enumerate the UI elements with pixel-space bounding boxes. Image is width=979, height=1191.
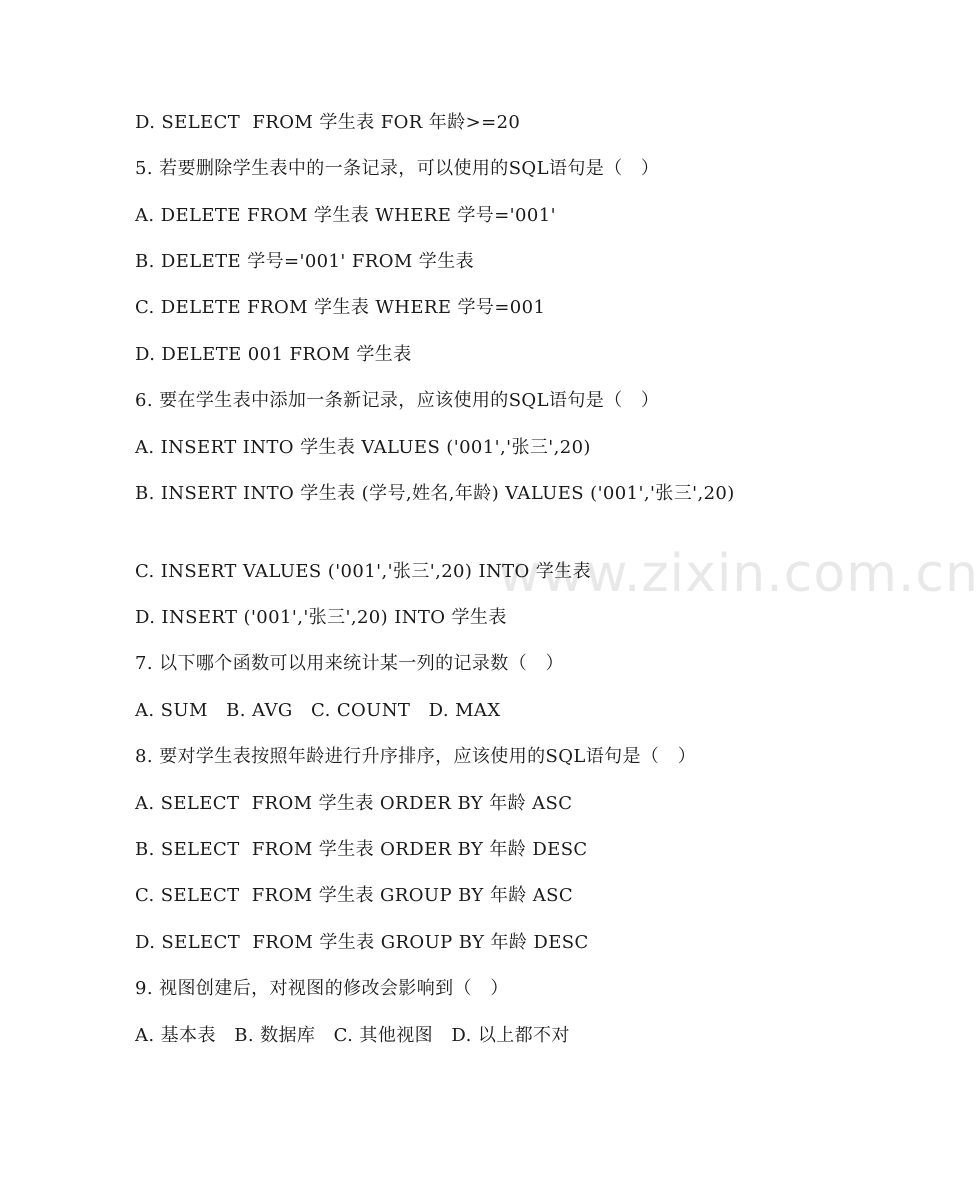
q5-option-a: A. DELETE FROM 学生表 WHERE 学号='001' (135, 205, 556, 226)
q4-option-d: D. SELECT FROM 学生表 FOR 年龄>=20 (135, 112, 521, 133)
q5-question: 5. 若要删除学生表中的一条记录，可以使用的SQL语句是（ ） (135, 158, 660, 179)
q5-option-d: D. DELETE 001 FROM 学生表 (135, 344, 412, 365)
q8-question: 8. 要对学生表按照年龄进行升序排序，应该使用的SQL语句是（ ） (135, 746, 697, 767)
q9-options: A. 基本表 B. 数据库 C. 其他视图 D. 以上都不对 (135, 1025, 570, 1046)
q5-option-b: B. DELETE 学号='001' FROM 学生表 (135, 251, 475, 272)
q8-option-a: A. SELECT FROM 学生表 ORDER BY 年龄 ASC (135, 793, 573, 814)
q6-option-c: C. INSERT VALUES ('001','张三',20) INTO 学生表 (135, 561, 591, 582)
q6-option-a: A. INSERT INTO 学生表 VALUES ('001','张三',20) (135, 437, 591, 458)
q8-option-b: B. SELECT FROM 学生表 ORDER BY 年龄 DESC (135, 839, 588, 860)
watermark: www.zixin.com.cn (498, 544, 979, 604)
q5-option-c: C. DELETE FROM 学生表 WHERE 学号=001 (135, 297, 546, 318)
q8-option-d: D. SELECT FROM 学生表 GROUP BY 年龄 DESC (135, 932, 589, 953)
q9-question: 9. 视图创建后，对视图的修改会影响到（ ） (135, 978, 509, 999)
q6-option-d: D. INSERT ('001','张三',20) INTO 学生表 (135, 607, 507, 628)
q7-options: A. SUM B. AVG C. COUNT D. MAX (135, 700, 501, 721)
q6-question: 6. 要在学生表中添加一条新记录，应该使用的SQL语句是（ ） (135, 390, 660, 411)
q8-option-c: C. SELECT FROM 学生表 GROUP BY 年龄 ASC (135, 885, 574, 906)
q7-question: 7. 以下哪个函数可以用来统计某一列的记录数（ ） (135, 653, 564, 674)
q6-option-b: B. INSERT INTO 学生表 (学号,姓名,年龄) VALUES ('001','张三',20) (135, 483, 735, 504)
